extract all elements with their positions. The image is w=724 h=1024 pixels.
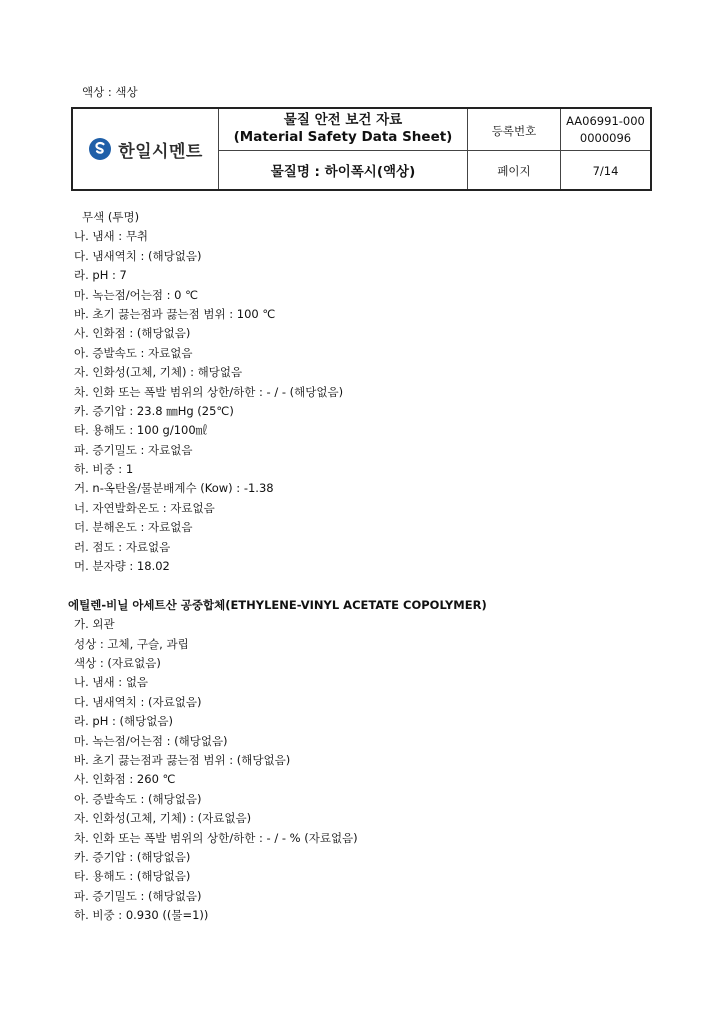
- page-label: 페이지: [497, 164, 531, 179]
- page-number: 7/14: [592, 164, 619, 179]
- title-english: (Material Safety Data Sheet): [233, 129, 453, 146]
- property-line: 가. 외관: [74, 617, 115, 632]
- property-line: 파. 증기밀도 : 자료없음: [74, 442, 193, 457]
- property-line: 다. 냄새역치 : (자료없음): [74, 694, 202, 709]
- property-line: 바. 초기 끓는점과 끓는점 범위 : 100 ℃: [74, 306, 276, 321]
- registration-label: 등록번호: [491, 123, 537, 138]
- property-line: 타. 용해도 : 100 g/100㎖: [74, 423, 208, 438]
- registration-label-cell: [468, 108, 561, 150]
- product-name-cell: [219, 150, 468, 190]
- property-line: 마. 녹는점/어는점 : 0 ℃: [74, 287, 199, 302]
- property-line: 하. 비중 : 0.930 ((물=1)): [74, 908, 209, 923]
- property-line: 카. 증기압 : 23.8 ㎜Hg (25℃): [74, 403, 234, 418]
- property-line: 아. 증발속도 : 자료없음: [74, 345, 193, 360]
- property-line: 머. 분자량 : 18.02: [74, 559, 170, 574]
- property-line: 사. 인화점 : 260 ℃: [74, 772, 176, 787]
- registration-number-line2: 0000096: [579, 130, 632, 145]
- property-line: 바. 초기 끓는점과 끓는점 범위 : (해당없음): [74, 752, 291, 767]
- property-line: 너. 자연발화온도 : 자료없음: [74, 500, 215, 515]
- property-line: 차. 인화 또는 폭발 범위의 상한/하한 : - / - (해당없음): [74, 384, 344, 399]
- property-line: 거. n-옥탄올/물분배계수 (Kow) : -1.38: [74, 481, 274, 496]
- company-logo-icon: [88, 137, 112, 161]
- property-line: 색상 : (자료없음): [74, 655, 161, 670]
- property-line: 무색 (투명): [82, 210, 140, 224]
- blank-line: [0, 576, 724, 595]
- title-cell: [219, 108, 468, 150]
- property-line: 파. 증기밀도 : (해당없음): [74, 888, 202, 903]
- property-line: 타. 용해도 : (해당없음): [74, 869, 191, 884]
- property-line: 사. 인화점 : (해당없음): [74, 326, 191, 341]
- page-label-cell: [468, 150, 561, 190]
- registration-number-cell: [561, 108, 652, 150]
- property-list: [0, 208, 724, 925]
- property-line: 라. pH : 7: [74, 268, 127, 283]
- product-name: 물질명 : 하이폭시(액상): [270, 163, 416, 180]
- top-note: 액상 : 색상: [82, 85, 138, 99]
- property-line: 자. 인화성(고체, 기체) : 해당없음: [74, 365, 243, 380]
- property-line: 마. 녹는점/어는점 : (해당없음): [74, 733, 228, 748]
- property-line: 카. 증기압 : (해당없음): [74, 849, 191, 864]
- property-line: 하. 비중 : 1: [74, 462, 134, 477]
- property-line: 다. 냄새역치 : (해당없음): [74, 248, 202, 263]
- property-line: 라. pH : (해당없음): [74, 714, 173, 729]
- msds-header-table: [71, 107, 652, 191]
- title-korean: 물질 안전 보건 자료: [283, 112, 403, 129]
- property-line: 차. 인화 또는 폭발 범위의 상한/하한 : - / - % (자료없음): [74, 830, 358, 845]
- page-number-cell: [561, 150, 652, 190]
- property-line: 나. 냄새 : 무취: [74, 229, 149, 244]
- property-line: 자. 인화성(고체, 기체) : (자료없음): [74, 811, 252, 826]
- section-heading: 에틸렌-비닐 아세트산 공중합체(ETHYLENE-VINYL ACETATE COPOLYMER): [68, 597, 487, 612]
- property-line: 더. 분해온도 : 자료없음: [74, 520, 193, 535]
- property-line: 성상 : 고체, 구슬, 과립: [74, 636, 189, 651]
- company-logo: [73, 137, 218, 162]
- registration-number-line1: AA06991-000: [566, 113, 645, 128]
- property-line: 나. 냄새 : 없음: [74, 675, 149, 690]
- property-line: 러. 점도 : 자료없음: [74, 539, 171, 554]
- company-name: 한일시멘트: [118, 141, 203, 162]
- property-line: 아. 증발속도 : (해당없음): [74, 791, 202, 806]
- company-logo-cell: [72, 108, 219, 190]
